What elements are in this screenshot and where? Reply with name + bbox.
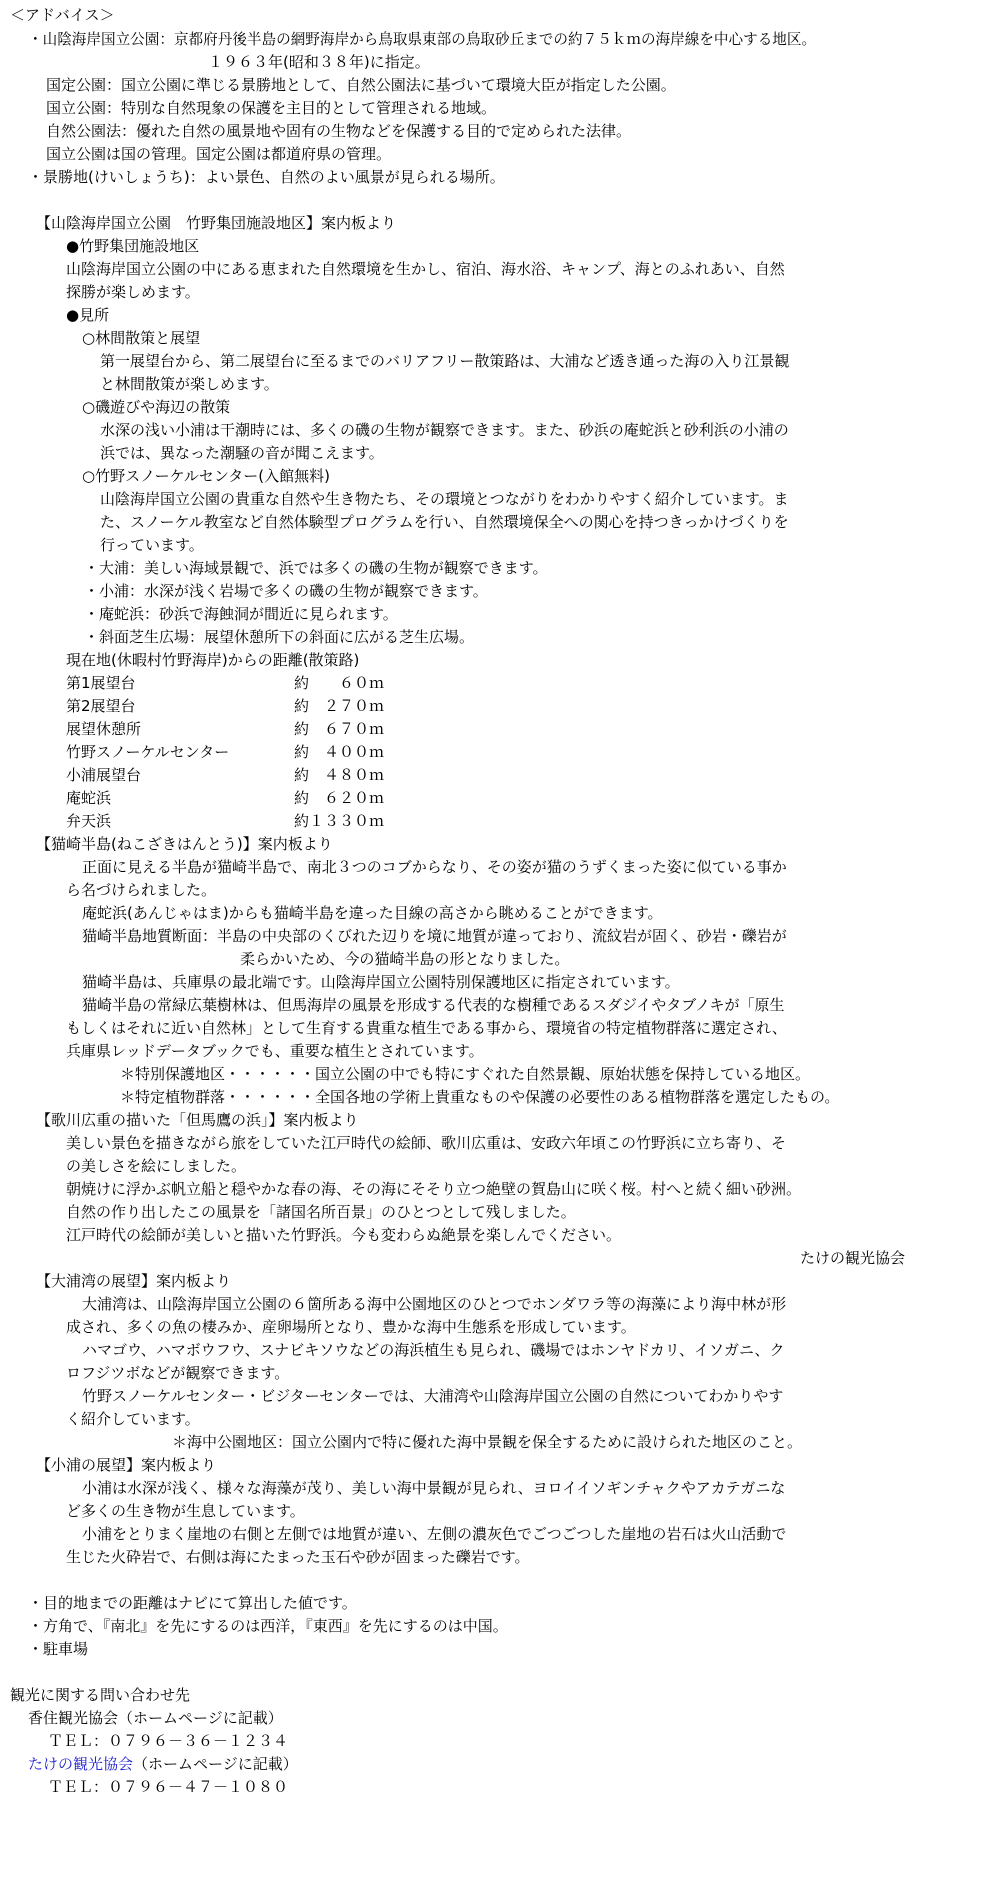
takeno-forest-title: ○林間散策と展望 (82, 329, 201, 347)
advice-park-law: 自然公園法：優れた自然の風景地や固有の生物などを保護する目的で定められた法律。 (46, 122, 632, 140)
nekozaki-p4: 猫崎半島は、兵庫県の最北端です。山陰海岸国立公園特別保護地区に指定されています。 (82, 973, 680, 991)
note-direction: ・方角で、『南北』を先にするのは西洋，『東西』を先にするのは中国。 (28, 1617, 508, 1635)
contact-takeno-suffix: （ホームページに記載） (133, 1755, 298, 1773)
nekozaki-p5-line2: もしくはそれに近い自然林」として生育する貴重な植生である事から、環境省の特定植物群落に選定され、 (66, 1019, 787, 1037)
takeno-tourism-link[interactable]: たけの観光協会 (28, 1755, 134, 1773)
contact-takeno-tel: ＴＥＬ：０７９６－４７－１０８０ (48, 1778, 289, 1796)
advice-sanin-line1: ・山陰海岸国立公園：京都府丹後半島の網野海岸から鳥取県東部の鳥取砂丘までの約７５ｋｍの海岸線を中心する地区。 (28, 31, 817, 48)
distance-name: 庵蛇浜 (66, 789, 112, 807)
distance-value: 約 ６７０ｍ (294, 720, 385, 738)
ourawan-heading: 【大浦湾の展望】案内板より (36, 1272, 232, 1290)
takeno-facility-title: ●竹野集団施設地区 (66, 237, 200, 255)
contact-kasumi-tel: ＴＥＬ：０７９６－３６－１２３４ (48, 1732, 289, 1750)
takeno-snorkel-text2: た、スノーケル教室など自然体験型プログラムを行い、自然環境保全への関心を持つきっかけづくりを (100, 513, 789, 531)
takeno-rocks-text2: 浜では、異なった潮騒の音が聞こえます。 (100, 444, 384, 462)
ourawan-p3-line2: く紹介しています。 (66, 1410, 200, 1428)
ourawan-p2-line1: ハマゴウ、ハマボウフウ、スナビキソウなどの海浜植生も見られ、磯場ではホンヤドカリ、イソガニ、ク (82, 1341, 785, 1359)
nekozaki-p3-line2: 柔らかいため、今の猫崎半島の形となりました。 (240, 950, 570, 968)
takeno-rocks-title: ○磯遊びや海辺の散策 (82, 398, 231, 416)
nekozaki-p5-line3: 兵庫県レッドデータブックでも、重要な植生とされています。 (66, 1042, 484, 1060)
ourawan-note: ＊海中公園地区：国立公園内で特に優れた海中景観を保全するために設けられた地区のこと。 (172, 1433, 803, 1451)
distance-name: 竹野スノーケルセンター (66, 743, 230, 761)
nekozaki-note-special: ＊特別保護地区・・・・・・国立公園の中でも特にすぐれた自然景観、原始状態を保持している地区。 (120, 1065, 811, 1083)
distance-value: 約 ４００ｍ (294, 743, 385, 761)
hiroshige-p4: 江戸時代の絵師が美しいと描いた竹野浜。今も変わらぬ絶景を楽しんでください。 (66, 1226, 622, 1244)
ourawan-p1-line2: 成され、多くの魚の棲みか、産卵場所となり、豊かな海中生態系を形成しています。 (66, 1318, 636, 1336)
hiroshige-p2: 朝焼けに浮かぶ帆立船と穏やかな春の海、その海にそそり立つ絶壁の賀島山に咲く桜。村へと続く細い砂洲。 (66, 1180, 802, 1198)
ourawan-p3-line1: 竹野スノーケルセンター・ビジターセンターでは、大浦湾や山陰海岸国立公園の自然についてわかりやす (82, 1387, 784, 1405)
takeno-koura: ・小浦：水深が浅く岩場で多くの磯の生物が観察できます。 (84, 582, 488, 600)
nekozaki-p3-line1: 猫崎半島地質断面：半島の中央部のくびれた辺りを境に地質が違っており、流紋岩が固く、砂岩・礫岩が (82, 927, 787, 945)
distance-name: 弁天浜 (66, 812, 112, 830)
note-parking: ・駐車場 (28, 1640, 89, 1658)
takeno-snorkel-text1: 山陰海岸国立公園の貴重な自然や生き物たち、その環境とつながりをわかりやすく紹介しています。ま (100, 490, 789, 508)
takeno-snorkel-text3: 行っています。 (100, 536, 204, 554)
koura-p1-line2: ど多くの生き物が生息しています。 (66, 1502, 305, 1520)
distance-name: 第2展望台 (66, 697, 136, 715)
takeno-anjahama: ・庵蛇浜：砂浜で海蝕洞が間近に見られます。 (84, 605, 398, 623)
hiroshige-credit: たけの観光協会 (799, 1249, 905, 1267)
hiroshige-p1-line2: の美しさを絵にしました。 (66, 1157, 247, 1175)
note-navi: ・目的地までの距離はナビにて算出した値です。 (28, 1594, 357, 1612)
takeno-facility-text1: 山陰海岸国立公園の中にある恵まれた自然環境を生かし、宿泊、海水浴、キャンプ、海とのふれあい、自然 (66, 260, 785, 278)
nekozaki-p1-line2: ら名づけられました。 (66, 881, 217, 899)
distance-value: 約 ４８０ｍ (294, 766, 385, 784)
contact-takeno (28, 1755, 298, 1774)
hiroshige-p3: 自然の作り出したこの風景を「諸国名所百景」のひとつとして残しました。 (66, 1203, 576, 1221)
takeno-spots-title: ●見所 (66, 306, 110, 324)
advice-sanin-line2: １９６３年(昭和３８年)に指定。 (208, 53, 430, 71)
koura-p2-line2: 生じた火砕岩で、右側は海にたまった玉石や砂が固まった礫岩です。 (66, 1548, 530, 1566)
takeno-distance-title: 現在地(休暇村竹野海岸)からの距離(散策路) (66, 651, 360, 669)
advice-quasi-national: 国定公園：国立公園に準じる景勝地として、自然公園法に基づいて環境大臣が指定した公園。 (46, 76, 676, 94)
contact-heading: 観光に関する問い合わせ先 (10, 1686, 191, 1704)
distance-value: 約１３３０ｍ (294, 812, 385, 830)
takeno-oura: ・大浦：美しい海域景観で、浜では多くの磯の生物が観察できます。 (84, 559, 548, 577)
takeno-forest-text1: 第一展望台から、第二展望台に至るまでのバリアフリー散策路は、大浦など透き通った海の入り江景観 (100, 352, 790, 370)
ourawan-p2-line2: ロフジツボなどが観察できます。 (66, 1364, 290, 1382)
distance-value: 約 ６０ｍ (294, 674, 385, 692)
koura-heading: 【小浦の展望】案内板より (36, 1456, 217, 1474)
takeno-facility-text2: 探勝が楽しめます。 (66, 283, 200, 301)
ourawan-p1-line1: 大浦湾は、山陰海岸国立公園の６箇所ある海中公園地区のひとつでホンダワラ等の海藻により海中林が形 (82, 1295, 787, 1313)
nekozaki-p2: 庵蛇浜(あんじゃはま)からも猫崎半島を違った目線の高さから眺めることができます。 (82, 904, 663, 922)
koura-p1-line1: 小浦は水深が浅く、様々な海藻が茂り、美しい海中景観が見られ、ヨロイイソギンチャクやアカテガニな (82, 1479, 786, 1497)
distance-name: 第1展望台 (66, 674, 136, 692)
distance-value: 約 ６２０ｍ (294, 789, 385, 807)
distance-name: 小浦展望台 (66, 766, 142, 784)
takeno-rocks-text1: 水深の浅い小浦は干潮時には、多くの磯の生物が観察できます。また、砂浜の庵蛇浜と砂利浜の小浦の (100, 421, 789, 439)
advice-scenic: ・景勝地(けいしょうち)：よい景色、自然のよい風景が見られる場所。 (28, 168, 505, 186)
distance-value: 約 ２７０ｍ (294, 697, 385, 715)
takeno-forest-text2: と林間散策が楽しめます。 (100, 375, 279, 393)
takeno-heading: 【山陰海岸国立公園 竹野集団施設地区】案内板より (36, 214, 397, 232)
advice-national-park: 国立公園：特別な自然現象の保護を主目的として管理される地域。 (46, 99, 497, 117)
hiroshige-heading: 【歌川広重の描いた「但馬鷹の浜」】案内板より (36, 1111, 359, 1129)
hiroshige-p1-line1: 美しい景色を描きながら旅をしていた江戸時代の絵師、歌川広重は、安政六年頃この竹野浜に立ち寄り、そ (66, 1134, 787, 1152)
contact-kasumi: 香住観光協会（ホームページに記載） (28, 1709, 283, 1727)
advice-heading: ＜アドバイス＞ (10, 6, 115, 24)
nekozaki-p5-line1: 猫崎半島の常緑広葉樹林は、但馬海岸の風景を形成する代表的な樹種であるスダジイやタブノキが「原生 (82, 996, 785, 1014)
distance-name: 展望休憩所 (66, 720, 142, 738)
koura-p2-line1: 小浦をとりまく崖地の右側と左側では地質が違い、左側の濃灰色でごつごつした崖地の岩石は火山活動で (82, 1525, 787, 1543)
takeno-snorkel-title: ○竹野スノーケルセンター(入館無料) (82, 467, 330, 485)
takeno-lawn: ・斜面芝生広場：展望休憩所下の斜面に広がる芝生広場。 (84, 628, 475, 646)
advice-admin: 国立公園は国の管理。国定公園は都道府県の管理。 (46, 145, 392, 163)
nekozaki-heading: 【猫崎半島(ねこざきはんとう)】案内板より (36, 835, 333, 853)
nekozaki-p1-line1: 正面に見える半島が猫崎半島で、南北３つのコブからなり、その姿が猫のうずくまった姿に似ている事か (82, 858, 787, 876)
nekozaki-note-plant: ＊特定植物群落・・・・・・全国各地の学術上貴重なものや保護の必要性のある植物群落を選定したもの。 (120, 1088, 840, 1106)
